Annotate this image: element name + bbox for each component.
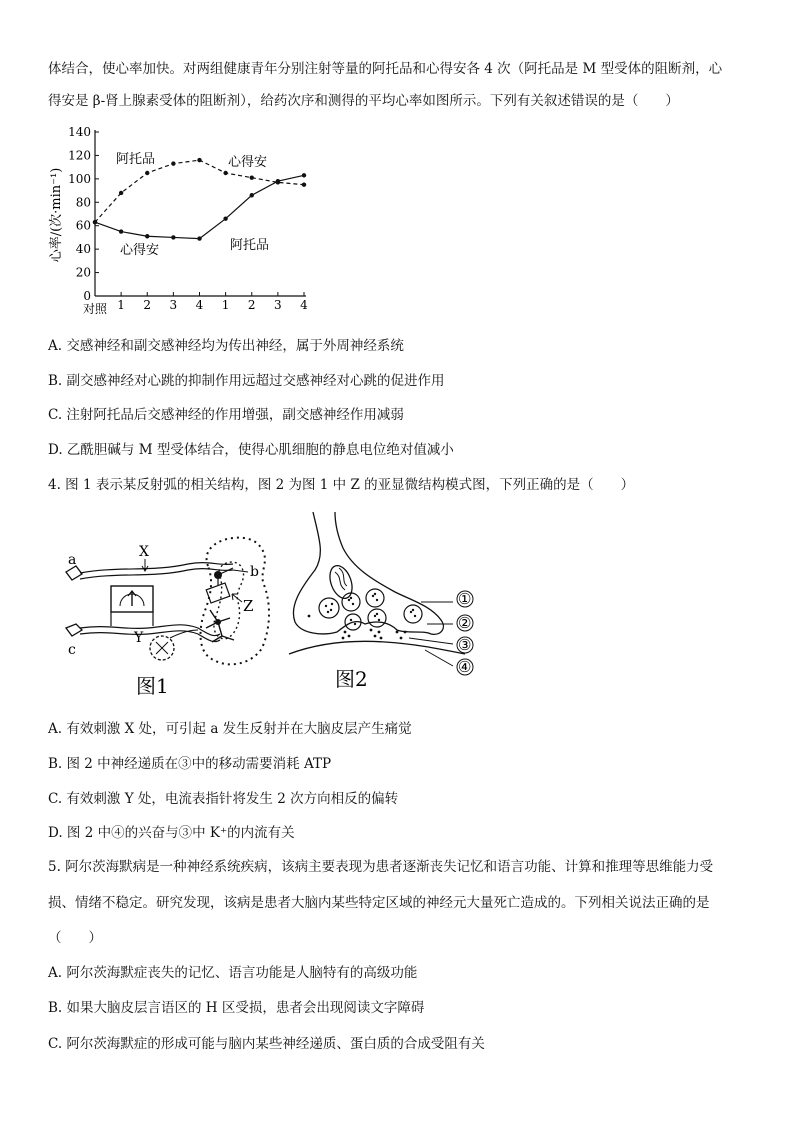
q4-option-d: D. 图 2 中④的兴奋与③中 K⁺的内流有关: [48, 825, 295, 841]
postsynaptic-membrane: [289, 641, 465, 654]
intro-line-2: 得安是 β-肾上腺素受体的阻断剂），给药次序和测得的平均心率如图所示。下列有关叙述错误的是（ ）: [48, 93, 679, 109]
q5-stem-line-2: 损、情绪不稳定。研究发现，该病是患者大脑内某些特定区域的神经元大量死亡造成的。下列相关说法正确的是: [48, 895, 710, 911]
q3-option-d: D. 乙酰胆碱与 M 型受体结合，使得心肌细胞的静息电位绝对值减小: [48, 442, 454, 458]
mitochondrion: [326, 563, 356, 602]
x-tick-label: 2: [247, 298, 256, 312]
data-point: [119, 191, 123, 195]
label-2: ②: [458, 614, 472, 632]
y-tick-label: 40: [75, 242, 91, 257]
y-tick-label: 140: [68, 125, 91, 139]
q4-stem: 4. 图 1 表示某反射弧的相关结构，图 2 为图 1 中 Z 的亚显微结构模式图，下列正确的是（ ）: [48, 477, 635, 493]
series-line-1: [95, 175, 304, 238]
effector-c: [66, 624, 82, 636]
data-point: [145, 234, 149, 238]
intro-line-1: 体结合，使心率加快。对两组健康青年分别注射等量的阿托品和心得安各 4 次（阿托品是 M 型受体的阻断剂，心: [48, 61, 723, 77]
label-1: ①: [458, 590, 472, 608]
x-tick-label: 3: [169, 298, 178, 312]
data-point: [302, 173, 306, 177]
x-tick-label: 1: [117, 298, 125, 312]
q3-option-b: B. 副交感神经对心跳的抑制作用远超过交感神经对心跳的促进作用: [48, 373, 445, 389]
data-point: [250, 193, 254, 197]
data-point: [197, 158, 201, 162]
figure-2-caption: 图2: [335, 667, 368, 691]
x-tick-label: 1: [221, 298, 230, 312]
series-line-0: [95, 160, 304, 222]
chart-annotation: 阿托品: [116, 152, 156, 167]
y-tick-labels: [68, 125, 91, 303]
synaptic-vesicles: [319, 589, 422, 630]
data-point: [302, 183, 306, 187]
label-y: Y: [134, 630, 144, 646]
data-point: [171, 161, 175, 165]
x-tick-label: 2: [143, 298, 152, 312]
x-tick-label: 3: [274, 298, 282, 312]
series-layer: [93, 158, 306, 241]
data-point: [250, 175, 254, 179]
figure-2-synapse: [285, 508, 485, 698]
q3-option-c: C. 注射阿托品后交感神经的作用增强，副交感神经作用减弱: [48, 407, 404, 423]
figure-1-caption: 图1: [136, 674, 169, 698]
y-tick-label: 120: [68, 148, 91, 163]
q3-option-a: A. 交感神经和副交感神经均为传出神经，属于外周神经系统: [48, 338, 404, 354]
y-tick-label: 100: [68, 171, 91, 186]
q5-stem-line-1: 5. 阿尔茨海默病是一种神经系统疾病，该病主要表现为患者逐渐丧失记忆和语言功能、计算和推理等思维能力受: [48, 859, 714, 875]
chart-annotation: 心得安: [228, 155, 268, 170]
data-point: [171, 235, 175, 239]
chart-annotation: 阿托品: [230, 238, 270, 253]
label-b: b: [250, 564, 259, 580]
data-point: [223, 216, 227, 220]
label-3: ③: [458, 636, 472, 654]
synapse-z-box: [206, 583, 230, 603]
data-point: [119, 229, 123, 233]
data-point: [197, 236, 201, 240]
data-point: [223, 171, 227, 175]
q5-option-a: A. 阿尔茨海默症丧失的记忆、语言功能是人脑特有的高级功能: [48, 965, 418, 981]
upper-nerve: [80, 563, 233, 573]
x-tick-label: 4: [195, 298, 204, 312]
q4-option-b: B. 图 2 中神经递质在③中的移动需要消耗 ATP: [48, 756, 332, 772]
q4-option-c: C. 有效刺激 Y 处，电流表指针将发生 2 次方向相反的偏转: [48, 791, 399, 807]
data-point: [145, 171, 149, 175]
label-a: a: [68, 552, 77, 568]
y-tick-label: 20: [75, 265, 91, 280]
chart-annotation: 心得安: [120, 243, 160, 258]
q4-option-a: A. 有效刺激 X 处，可引起 a 发生反射并在大脑皮层产生痛觉: [48, 721, 412, 737]
label-z: Z: [243, 597, 254, 615]
y-axis-label: 心率/(次·min⁻¹): [49, 167, 64, 263]
x-tick-label: 对照: [82, 302, 108, 316]
figure-1-reflex-arc: [58, 530, 278, 700]
label-x: X: [139, 544, 149, 560]
receptor-a: [66, 566, 82, 580]
data-point: [276, 179, 280, 183]
y-tick-label: 0: [83, 289, 91, 303]
label-c: c: [68, 642, 76, 658]
q5-option-c: C. 阿尔茨海默症的形成可能与脑内某些神经递质、蛋白质的合成受阻有关: [48, 1036, 485, 1052]
q5-option-b: B. 如果大脑皮层言语区的 H 区受损，患者会出现阅读文字障碍: [48, 1000, 425, 1016]
heart-rate-chart: [40, 118, 330, 323]
x-tick-labels: [83, 298, 308, 316]
annotation-layer: [116, 151, 269, 258]
label-4: ④: [458, 658, 472, 676]
motor-neuron: [206, 610, 234, 642]
data-point: [93, 220, 97, 224]
x-tick-label: 4: [300, 298, 308, 312]
q5-stem-line-3: （ ）: [48, 930, 102, 946]
y-tick-label: 60: [75, 218, 91, 233]
y-tick-label: 80: [75, 195, 91, 210]
